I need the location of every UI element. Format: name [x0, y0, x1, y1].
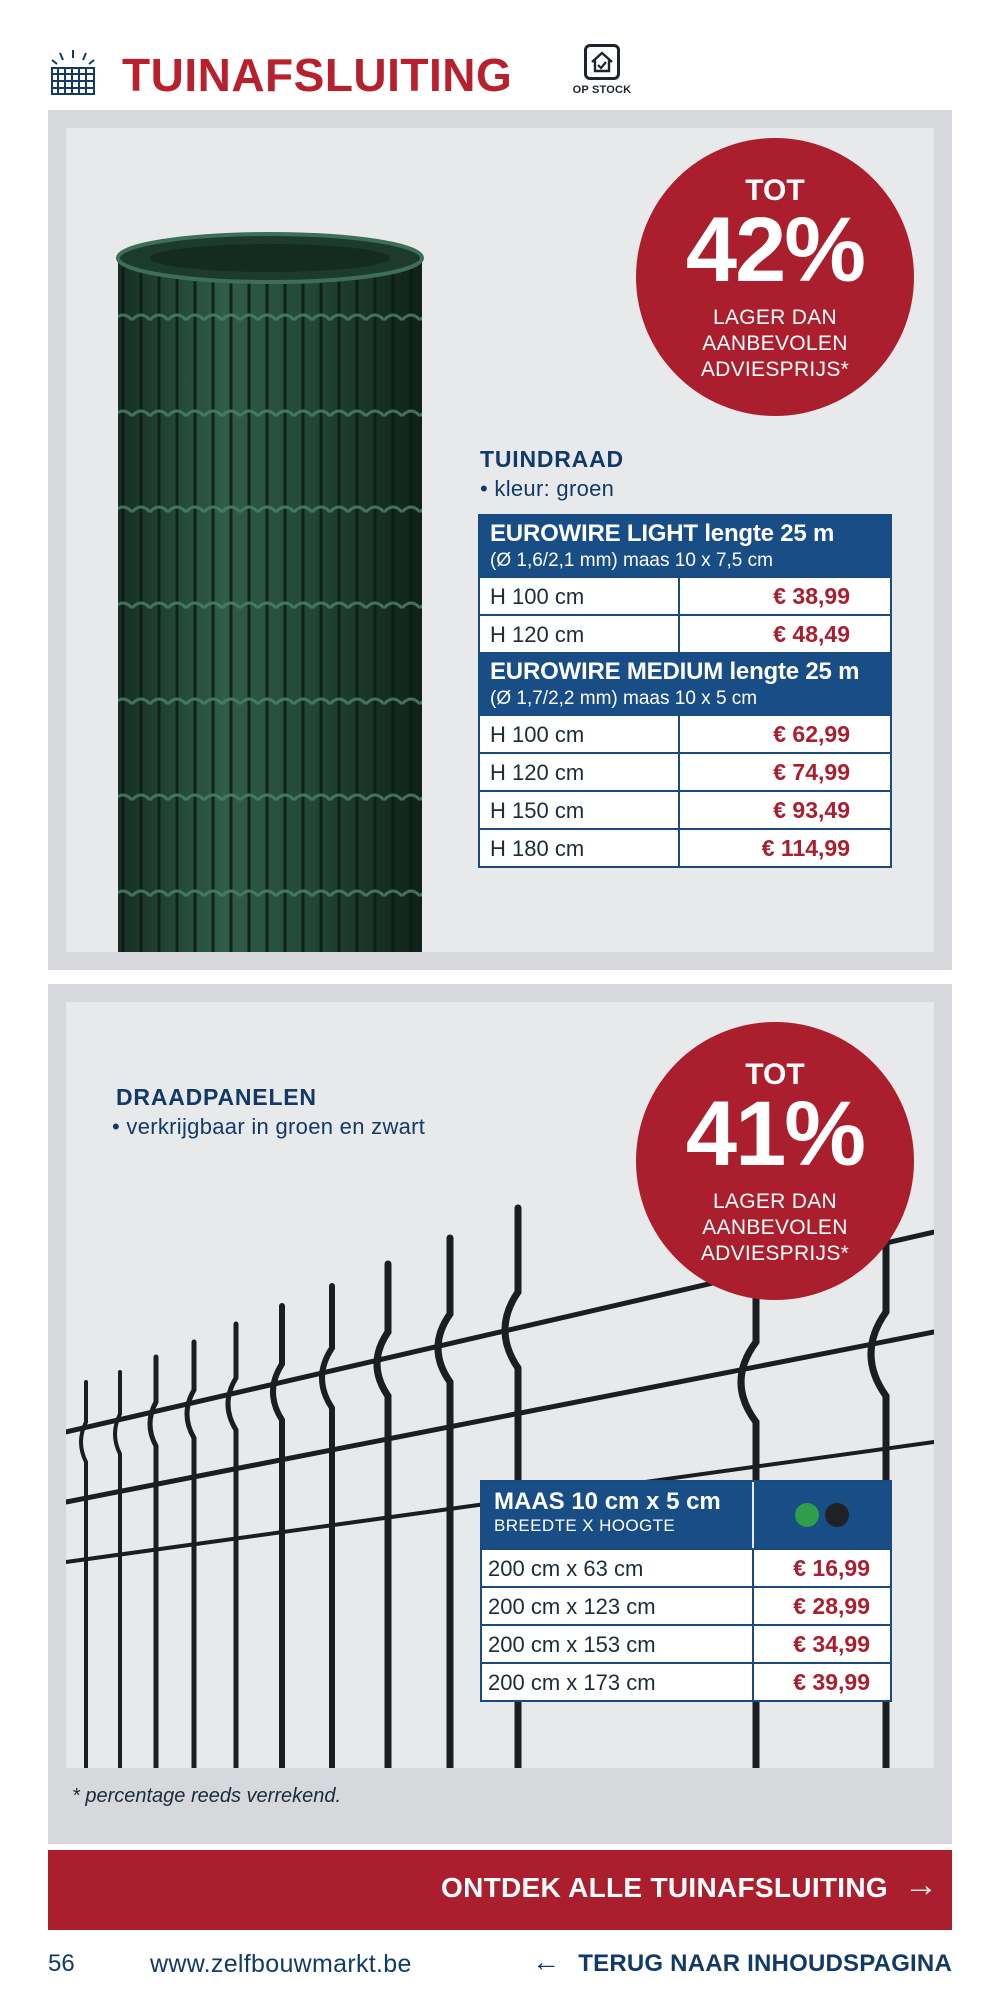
- table-header: [480, 652, 890, 714]
- table-title: MAAS 10 cm x 5 cm: [494, 1488, 721, 1515]
- price-cell: € 34,99: [793, 1631, 870, 1657]
- table-title: EUROWIRE MEDIUM lengte 25 m: [490, 658, 860, 685]
- size-cell: H 100 cm: [480, 578, 680, 614]
- price-cell: € 28,99: [793, 1593, 870, 1619]
- size-cell: H 120 cm: [480, 616, 680, 652]
- table-subtitle: (Ø 1,7/2,2 mm) maas 10 x 5 cm: [490, 688, 758, 709]
- arrow-left-icon[interactable]: ←: [532, 1946, 560, 1977]
- size-cell: 200 cm x 63 cm: [482, 1550, 754, 1586]
- badge-line: ADVIESPRIJS*: [700, 1242, 850, 1265]
- back-to-contents-link[interactable]: TERUG NAAR INHOUDSPAGINA: [578, 1950, 952, 1977]
- discover-all-button[interactable]: [48, 1850, 952, 1930]
- size-cell: 200 cm x 123 cm: [482, 1588, 754, 1624]
- product-bullet: • kleur: groen: [480, 476, 615, 501]
- page-number: 56: [48, 1950, 75, 1977]
- price-cell: € 38,99: [773, 583, 850, 609]
- size-cell: H 120 cm: [480, 754, 680, 790]
- discount-badge: [636, 1022, 914, 1300]
- badge-percent: 42%: [685, 199, 865, 301]
- badge-tot: TOT: [745, 1058, 805, 1091]
- size-cell: H 150 cm: [480, 792, 680, 828]
- table-row: [480, 790, 890, 828]
- table-header: [482, 1482, 890, 1548]
- draadpanelen-section: [48, 984, 952, 1844]
- stock-badge: [570, 44, 634, 110]
- table-header: [480, 516, 890, 576]
- house-icon: [584, 44, 620, 80]
- price-table: [478, 514, 892, 868]
- price-cell: € 93,49: [773, 797, 850, 823]
- badge-line: LAGER DAN: [712, 1190, 838, 1213]
- size-cell: H 180 cm: [480, 830, 680, 866]
- table-subtitle: BREEDTE X HOOGTE: [494, 1516, 676, 1535]
- table-row: [482, 1662, 890, 1700]
- table-row: [480, 714, 890, 752]
- badge-line: AANBEVOLEN: [702, 1216, 848, 1239]
- stock-label: OP STOCK: [572, 84, 632, 96]
- size-cell: 200 cm x 173 cm: [482, 1664, 754, 1700]
- price-cell: € 114,99: [761, 835, 850, 861]
- table-row: [480, 828, 890, 866]
- product-title: TUINDRAAD: [480, 446, 624, 472]
- discount-badge: [636, 138, 914, 416]
- green-swatch: [795, 1503, 819, 1527]
- footnote: * percentage reeds verrekend.: [72, 1785, 342, 1807]
- product-title: DRAADPANELEN: [116, 1084, 317, 1110]
- table-row: [482, 1586, 890, 1624]
- badge-percent: 41%: [685, 1083, 865, 1185]
- table-row: [480, 576, 890, 614]
- product-bullet: • verkrijgbaar in groen en zwart: [112, 1114, 426, 1139]
- badge-line: ADVIESPRIJS*: [700, 358, 850, 381]
- arrow-right-icon: →: [904, 1866, 938, 1904]
- table-row: [482, 1624, 890, 1662]
- color-swatches: [754, 1482, 890, 1548]
- table-row: [482, 1548, 890, 1586]
- size-cell: 200 cm x 153 cm: [482, 1626, 754, 1662]
- badge-tot: TOT: [745, 174, 805, 207]
- price-cell: € 39,99: [793, 1669, 870, 1695]
- badge-line: LAGER DAN: [712, 306, 838, 329]
- discover-all-label: ONTDEK ALLE TUINAFSLUITING: [441, 1872, 888, 1903]
- website-link[interactable]: www.zelfbouwmarkt.be: [150, 1950, 412, 1978]
- tuindraad-section: [48, 110, 952, 970]
- price-cell: € 48,49: [773, 621, 850, 647]
- table-row: [480, 614, 890, 652]
- table-subtitle: (Ø 1,6/2,1 mm) maas 10 x 7,5 cm: [490, 550, 773, 571]
- badge-line: AANBEVOLEN: [702, 332, 848, 355]
- wire-roll-image: [114, 228, 426, 952]
- price-cell: € 74,99: [773, 759, 850, 785]
- page-footer: [48, 1944, 952, 1984]
- table-title: EUROWIRE LIGHT lengte 25 m: [490, 520, 835, 547]
- price-cell: € 62,99: [773, 721, 850, 747]
- page-title: TUINAFSLUITING: [122, 49, 513, 101]
- price-table: [480, 1480, 892, 1702]
- size-cell: H 100 cm: [480, 716, 680, 752]
- page-header: [48, 44, 632, 114]
- black-swatch: [825, 1503, 849, 1527]
- price-cell: € 16,99: [793, 1555, 870, 1581]
- fence-icon: [48, 48, 98, 98]
- table-row: [480, 752, 890, 790]
